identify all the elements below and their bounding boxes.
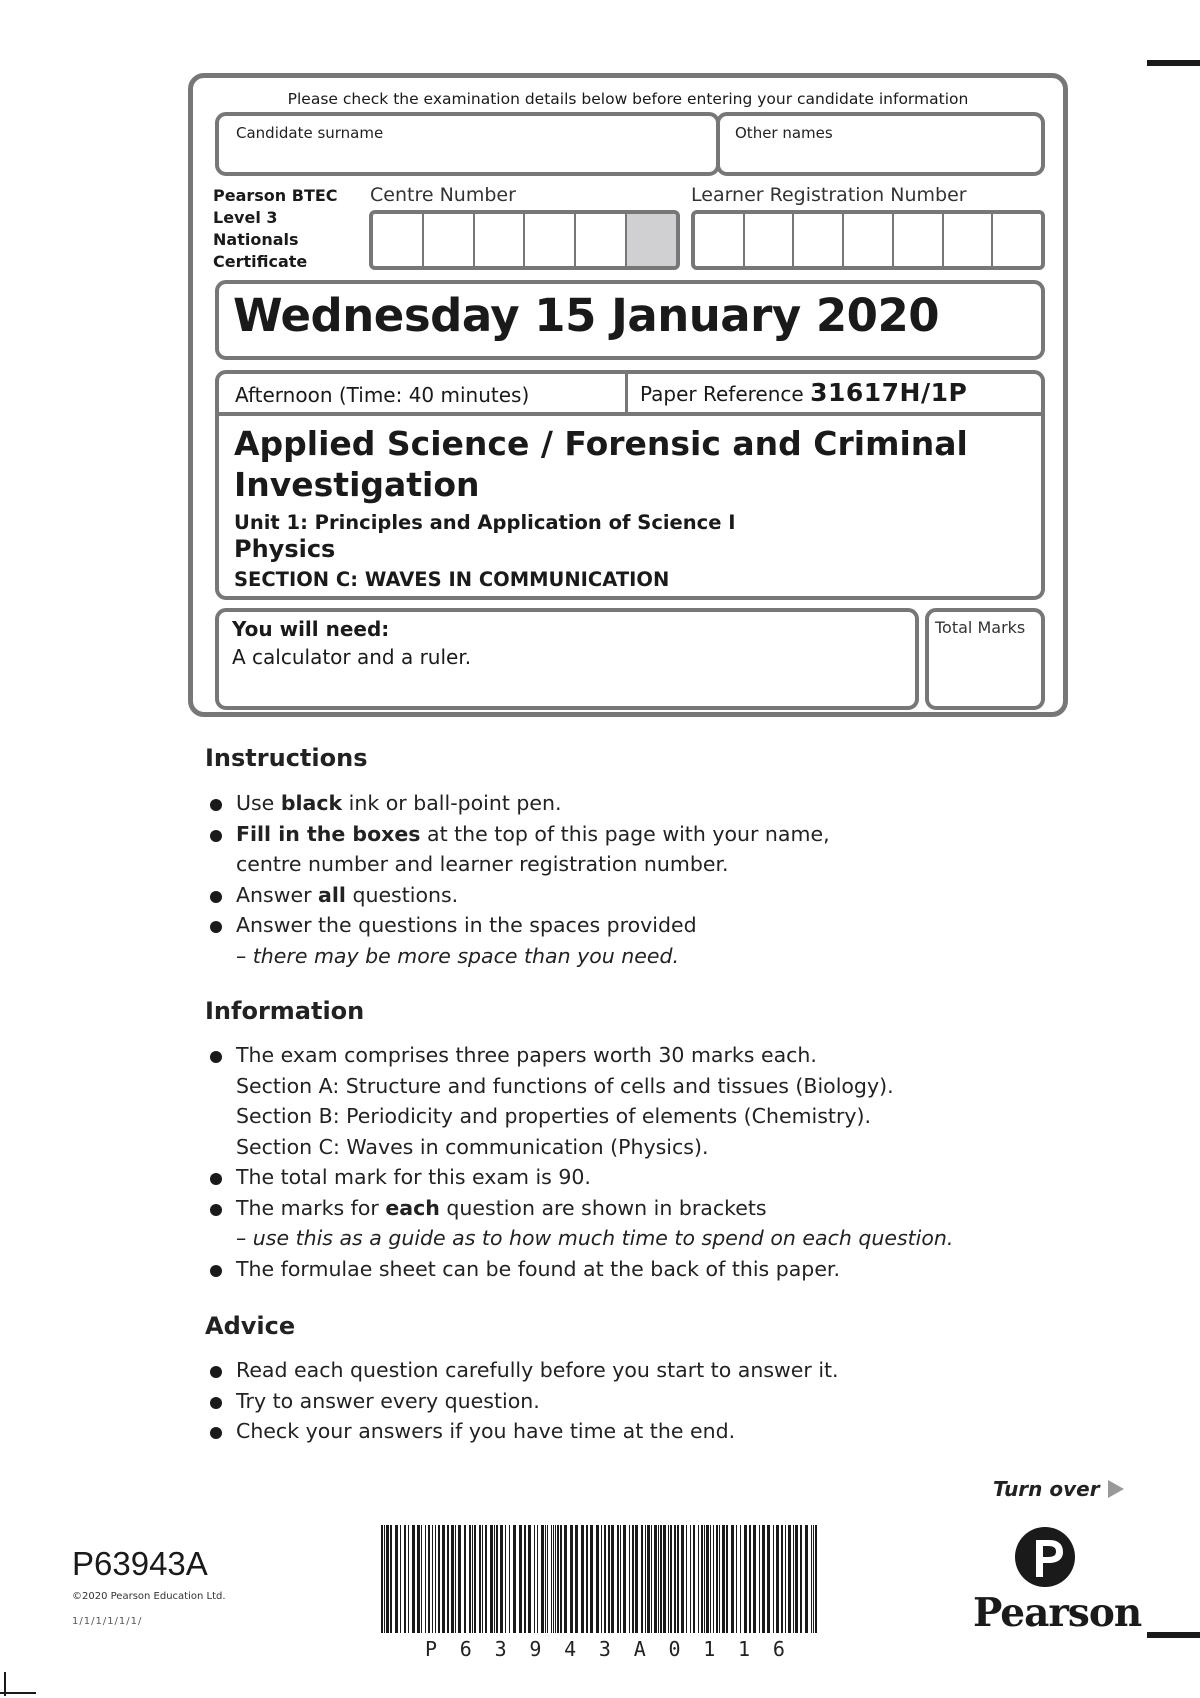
barcode-bar — [681, 1525, 684, 1633]
barcode-bar — [596, 1525, 599, 1633]
subject-title: Physics — [234, 535, 336, 563]
barcode-bar — [660, 1525, 662, 1633]
list-item: Try to answer every question. — [205, 1386, 1105, 1417]
barcode-bar — [744, 1525, 747, 1633]
barcode-bar — [519, 1525, 522, 1633]
barcode-bar — [438, 1525, 440, 1633]
barcode-bar — [557, 1525, 559, 1633]
qualification-line: Pearson BTEC — [213, 186, 338, 205]
advice-heading: Advice — [205, 1312, 296, 1340]
barcode-bar — [586, 1525, 588, 1633]
barcode-bar — [390, 1525, 392, 1633]
centre-number-label: Centre Number — [370, 184, 516, 206]
barcode-bar — [534, 1525, 535, 1633]
barcode-bar — [590, 1525, 593, 1633]
barcode-bar — [645, 1525, 646, 1633]
learner-registration-boxes — [691, 210, 1045, 270]
barcode-bar — [455, 1525, 456, 1633]
list-item: The total mark for this exam is 90. — [205, 1162, 1105, 1193]
learner-registration-box[interactable] — [894, 214, 944, 266]
barcode-bar — [762, 1525, 765, 1633]
barcode-bar — [412, 1525, 415, 1633]
barcode-bar — [474, 1525, 476, 1633]
barcode-bar — [553, 1525, 554, 1633]
barcode-bar — [604, 1525, 606, 1633]
barcode-bar — [541, 1525, 544, 1633]
barcode-bar — [647, 1525, 650, 1633]
barcode-bar — [608, 1525, 610, 1633]
barcode-bar — [805, 1525, 808, 1633]
list-item: Read each question carefully before you start to answer it. — [205, 1355, 1105, 1386]
barcode-bar — [623, 1525, 626, 1633]
barcode-bar — [400, 1525, 401, 1633]
list-item: The exam comprises three papers worth 30 marks each. Section A: Structure and functions of cells and tissues (Biology). Section B: Periodicity and properties of elements (Chemistry). Section C: Waves in communication (Physics). — [205, 1040, 1105, 1162]
learner-registration-box[interactable] — [944, 214, 994, 266]
barcode-bar — [384, 1525, 385, 1633]
centre-number-boxes — [369, 210, 680, 270]
other-names-label: Other names — [735, 124, 833, 142]
barcode-bar — [386, 1525, 389, 1633]
barcode-bar — [575, 1525, 578, 1633]
equipment-text: A calculator and a ruler. — [232, 645, 472, 669]
exam-date: Wednesday 15 January 2020 — [233, 289, 940, 342]
barcode-bar — [788, 1525, 791, 1633]
barcode-bar — [713, 1525, 714, 1633]
barcode-bar — [736, 1525, 737, 1633]
other-names-field[interactable] — [716, 112, 1045, 176]
barcode-bar — [381, 1525, 383, 1633]
qualification-line: Certificate — [213, 252, 308, 271]
barcode-bar — [632, 1525, 634, 1633]
barcode-bar — [469, 1525, 471, 1633]
centre-number-box[interactable] — [373, 214, 424, 266]
barcode-bar — [813, 1525, 814, 1633]
barcode-bar — [749, 1525, 751, 1633]
edge-mark-bottom-right — [1147, 1632, 1200, 1638]
barcode-bar — [773, 1525, 774, 1633]
exam-session: Afternoon (Time: 40 minutes) — [235, 383, 530, 407]
total-marks-label: Total Marks — [935, 618, 1026, 637]
list-item: Answer all questions. — [205, 880, 1105, 911]
list-item: The formulae sheet can be found at the back of this paper. — [205, 1254, 1105, 1285]
barcode-bar — [435, 1525, 436, 1633]
edge-mark-bottom-left-vertical — [4, 1672, 6, 1696]
centre-number-box[interactable] — [475, 214, 526, 266]
barcode-bar — [670, 1525, 672, 1633]
paper-code: P63943A — [72, 1545, 208, 1582]
barcode-bar — [490, 1525, 493, 1633]
barcode-bar — [428, 1525, 430, 1633]
barcode-bar — [513, 1525, 516, 1633]
series-code: 1/1/1/1/1/1/ — [72, 1616, 143, 1627]
barcode-bar — [690, 1525, 691, 1633]
learner-registration-box[interactable] — [794, 214, 844, 266]
session-divider-vertical — [625, 370, 628, 414]
barcode-bar — [479, 1525, 481, 1633]
session-divider — [215, 412, 1045, 416]
pearson-wordmark: Pearson — [973, 1590, 1142, 1636]
barcode-bar — [776, 1525, 779, 1633]
barcode-bar — [651, 1525, 652, 1633]
equipment-heading: You will need: — [232, 617, 390, 641]
barcode-bar — [722, 1525, 725, 1633]
advice-list — [205, 1355, 1105, 1447]
learner-registration-box[interactable] — [745, 214, 795, 266]
candidate-surname-field[interactable] — [215, 112, 720, 176]
barcode-bar — [677, 1525, 679, 1633]
barcode-bar — [800, 1525, 802, 1633]
barcode-bar — [629, 1525, 630, 1633]
barcode-bar — [500, 1525, 503, 1633]
barcode-bar — [425, 1525, 426, 1633]
barcode-bar — [620, 1525, 621, 1633]
barcode-bar — [654, 1525, 657, 1633]
barcode-bar — [686, 1525, 687, 1633]
barcode-bar — [537, 1525, 538, 1633]
barcode-bar — [706, 1525, 709, 1633]
barcode-bar — [560, 1525, 562, 1633]
pearson-logo-icon — [975, 1527, 1115, 1587]
check-note: Please check the examination details below before entering your candidate information — [287, 90, 969, 108]
information-list — [205, 1040, 1105, 1284]
barcode-bar — [793, 1525, 794, 1633]
list-item: Check your answers if you have time at the end. — [205, 1416, 1105, 1447]
barcode-bar — [442, 1525, 445, 1633]
qualification-line: Level 3 — [213, 208, 278, 227]
barcode-bar — [555, 1525, 556, 1633]
barcode-bar — [698, 1525, 699, 1633]
barcode-bar — [395, 1525, 398, 1633]
barcode-bar — [674, 1525, 676, 1633]
barcode-bar — [710, 1525, 711, 1633]
paper-reference-label: Paper Reference — [640, 382, 804, 406]
list-item: Use black ink or ball-point pen. — [205, 788, 1105, 819]
barcode-bar — [432, 1525, 433, 1633]
learner-registration-box[interactable] — [993, 214, 1041, 266]
barcode-bar — [494, 1525, 495, 1633]
centre-number-box[interactable] — [525, 214, 576, 266]
barcode-bar — [731, 1525, 734, 1633]
learner-registration-label: Learner Registration Number — [691, 184, 967, 206]
barcode-bar — [693, 1525, 695, 1633]
paper-reference — [640, 378, 967, 407]
barcode-bar — [524, 1525, 526, 1633]
barcode-bar — [601, 1525, 602, 1633]
barcode-bar — [581, 1525, 584, 1633]
barcode-bar — [496, 1525, 498, 1633]
barcode-bar — [485, 1525, 487, 1633]
candidate-surname-label: Candidate surname — [236, 124, 384, 142]
barcode-bar — [641, 1525, 643, 1633]
barcode-bar — [547, 1525, 548, 1633]
centre-number-box[interactable] — [576, 214, 627, 266]
barcode-bar — [528, 1525, 531, 1633]
barcode-bar — [404, 1525, 406, 1633]
copyright: ©2020 Pearson Education Ltd. — [72, 1591, 226, 1602]
instructions-list — [205, 788, 1105, 971]
instructions-heading: Instructions — [205, 744, 368, 772]
barcode-bar — [551, 1525, 552, 1633]
learner-registration-box[interactable] — [695, 214, 745, 266]
paper-reference-code: 31617H/1P — [810, 378, 968, 407]
barcode-bar — [509, 1525, 510, 1633]
barcode-bar — [740, 1525, 741, 1633]
barcode-bar — [458, 1525, 461, 1633]
section-title: SECTION C: WAVES IN COMMUNICATION — [234, 568, 670, 591]
barcode-icon — [381, 1525, 819, 1633]
turn-over: Turn over — [993, 1477, 1124, 1501]
barcode-bar — [795, 1525, 798, 1633]
barcode-bar — [505, 1525, 506, 1633]
barcode-bar — [482, 1525, 483, 1633]
barcode-bar — [726, 1525, 728, 1633]
list-item: Answer the questions in the spaces provided – there may be more space than you need. — [205, 910, 1105, 971]
list-item: Fill in the boxes at the top of this page with your name, centre number and learner registration number. — [205, 819, 1105, 880]
information-heading: Information — [205, 997, 365, 1025]
barcode-bar — [635, 1525, 638, 1633]
centre-number-box[interactable] — [424, 214, 475, 266]
barcode-bar — [617, 1525, 619, 1633]
barcode-bar — [815, 1525, 817, 1633]
qualification-line: Nationals — [213, 230, 299, 249]
barcode-bar — [545, 1525, 546, 1633]
barcode-bar — [781, 1525, 783, 1633]
unit-title: Unit 1: Principles and Application of Science I — [234, 511, 736, 534]
barcode-bar — [759, 1525, 760, 1633]
barcode-bar — [767, 1525, 770, 1633]
barcode-bar — [701, 1525, 703, 1633]
barcode-digits: P 6 3 9 4 3 A 0 1 1 6 — [425, 1637, 785, 1661]
barcode-bar — [785, 1525, 786, 1633]
barcode-bar — [464, 1525, 466, 1633]
barcode-bar — [719, 1525, 720, 1633]
learner-registration-box[interactable] — [844, 214, 894, 266]
barcode-bar — [447, 1525, 449, 1633]
barcode-bar — [753, 1525, 756, 1633]
barcode-bar — [658, 1525, 659, 1633]
barcode-bar — [663, 1525, 666, 1633]
barcode-bar — [570, 1525, 573, 1633]
barcode-bar — [811, 1525, 812, 1633]
list-item: The marks for each question are shown in brackets – use this as a guide as to how much time to spend on each question. — [205, 1193, 1105, 1254]
barcode-bar — [704, 1525, 705, 1633]
qualification-name — [213, 185, 338, 273]
centre-number-box-shaded — [627, 214, 676, 266]
play-arrow-icon — [1108, 1480, 1124, 1498]
barcode-bar — [417, 1525, 420, 1633]
edge-mark-top-right — [1147, 60, 1200, 66]
barcode-bar — [716, 1525, 718, 1633]
barcode-bar — [421, 1525, 422, 1633]
barcode-bar — [451, 1525, 454, 1633]
barcode-bar — [668, 1525, 669, 1633]
barcode-bar — [564, 1525, 567, 1633]
barcode-bar — [408, 1525, 409, 1633]
barcode-bar — [472, 1525, 473, 1633]
barcode-bar — [611, 1525, 614, 1633]
qualification-title: Applied Science / Forensic and Criminal Investigation — [234, 424, 968, 504]
